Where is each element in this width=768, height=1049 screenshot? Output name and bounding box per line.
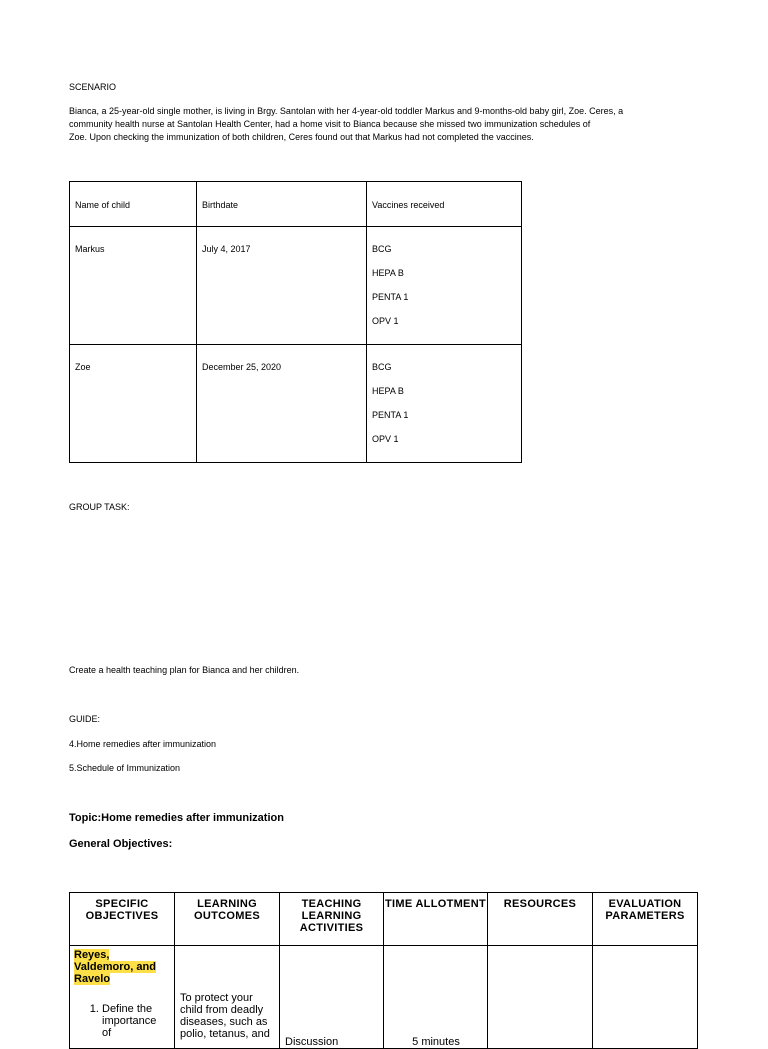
header-time-allotment: TIME ALLOTMENT: [384, 893, 488, 946]
header-specific-objectives: SPECIFIC OBJECTIVES: [70, 893, 175, 946]
vaccine-table: [69, 181, 522, 463]
guide-item: 4.Home remedies after immunization: [69, 739, 217, 749]
vaccine-table-header: [70, 182, 522, 227]
highlighted-group-names: Reyes, Valdemoro, and Ravelo: [74, 949, 156, 985]
list-item: 1. Define the importance of: [102, 1003, 164, 1039]
vaccine-item: PENTA 1: [372, 292, 409, 302]
vaccine-item: OPV 1: [372, 316, 399, 326]
vaccine-item: OPV 1: [372, 434, 399, 444]
plan-table-header: [70, 893, 698, 946]
child-birthdate: December 25, 2020: [202, 362, 282, 372]
time-allotment-text: 5 minutes: [412, 1036, 460, 1048]
child-name: Markus: [75, 244, 105, 254]
vaccine-list: [367, 227, 521, 340]
teaching-plan-table: [69, 892, 698, 1049]
specific-objective-cell: [70, 946, 164, 1039]
header-name-of-child: Name of child: [75, 200, 131, 210]
vaccine-item: BCG: [372, 362, 392, 372]
guide-item: 5.Schedule of Immunization: [69, 763, 181, 773]
header-vaccines-received: Vaccines received: [372, 200, 445, 210]
topic-heading: Topic:Home remedies after immunization: [69, 812, 284, 824]
scenario-line-1: Bianca, a 25-year-old single mother, is living in Brgy. Santolan with her 4-year-old toddler Markus and 9-months-old baby girl, Zoe. Ceres, a: [69, 106, 624, 116]
table-row: [70, 227, 522, 345]
teaching-activity-text: Discussion: [285, 1036, 339, 1048]
header-resources: RESOURCES: [488, 893, 593, 946]
vaccine-item: HEPA B: [372, 386, 404, 396]
header-evaluation-parameters: EVALUATION PARAMETERS: [593, 893, 698, 946]
vaccine-item: PENTA 1: [372, 410, 409, 420]
guide-label: GUIDE:: [69, 714, 101, 724]
vaccine-list: [367, 345, 521, 458]
scenario-paragraph: [69, 105, 675, 144]
group-task-instruction: Create a health teaching plan for Bianca and her children.: [69, 665, 300, 675]
evaluation-text: [593, 946, 697, 990]
resources-text: [488, 946, 592, 990]
scenario-heading: SCENARIO: [69, 82, 117, 92]
scenario-line-3: Zoe. Upon checking the immunization of both children, Ceres found out that Markus had not completed the vaccines.: [69, 132, 534, 142]
scenario-line-2: community health nurse at Santolan Health Center, had a home visit to Bianca because she missed two immunization schedules of: [69, 119, 591, 129]
vaccine-item: BCG: [372, 244, 392, 254]
child-name: Zoe: [75, 362, 91, 372]
general-objectives-heading: General Objectives:: [69, 838, 173, 850]
header-learning-outcomes: LEARNING OUTCOMES: [175, 893, 280, 946]
child-birthdate: July 4, 2017: [202, 244, 251, 254]
objective-list: [74, 1003, 164, 1039]
learning-outcome-text: To protect your child from deadly diseases, such as polio, tetanus, and: [180, 992, 270, 1040]
header-birthdate: Birthdate: [202, 200, 239, 210]
table-row: [70, 946, 698, 1049]
group-task-label: GROUP TASK:: [69, 502, 130, 512]
table-row: [70, 345, 522, 463]
header-teaching-learning-activities: TEACHING LEARNING ACTIVITIES: [280, 893, 384, 946]
vaccine-item: HEPA B: [372, 268, 404, 278]
